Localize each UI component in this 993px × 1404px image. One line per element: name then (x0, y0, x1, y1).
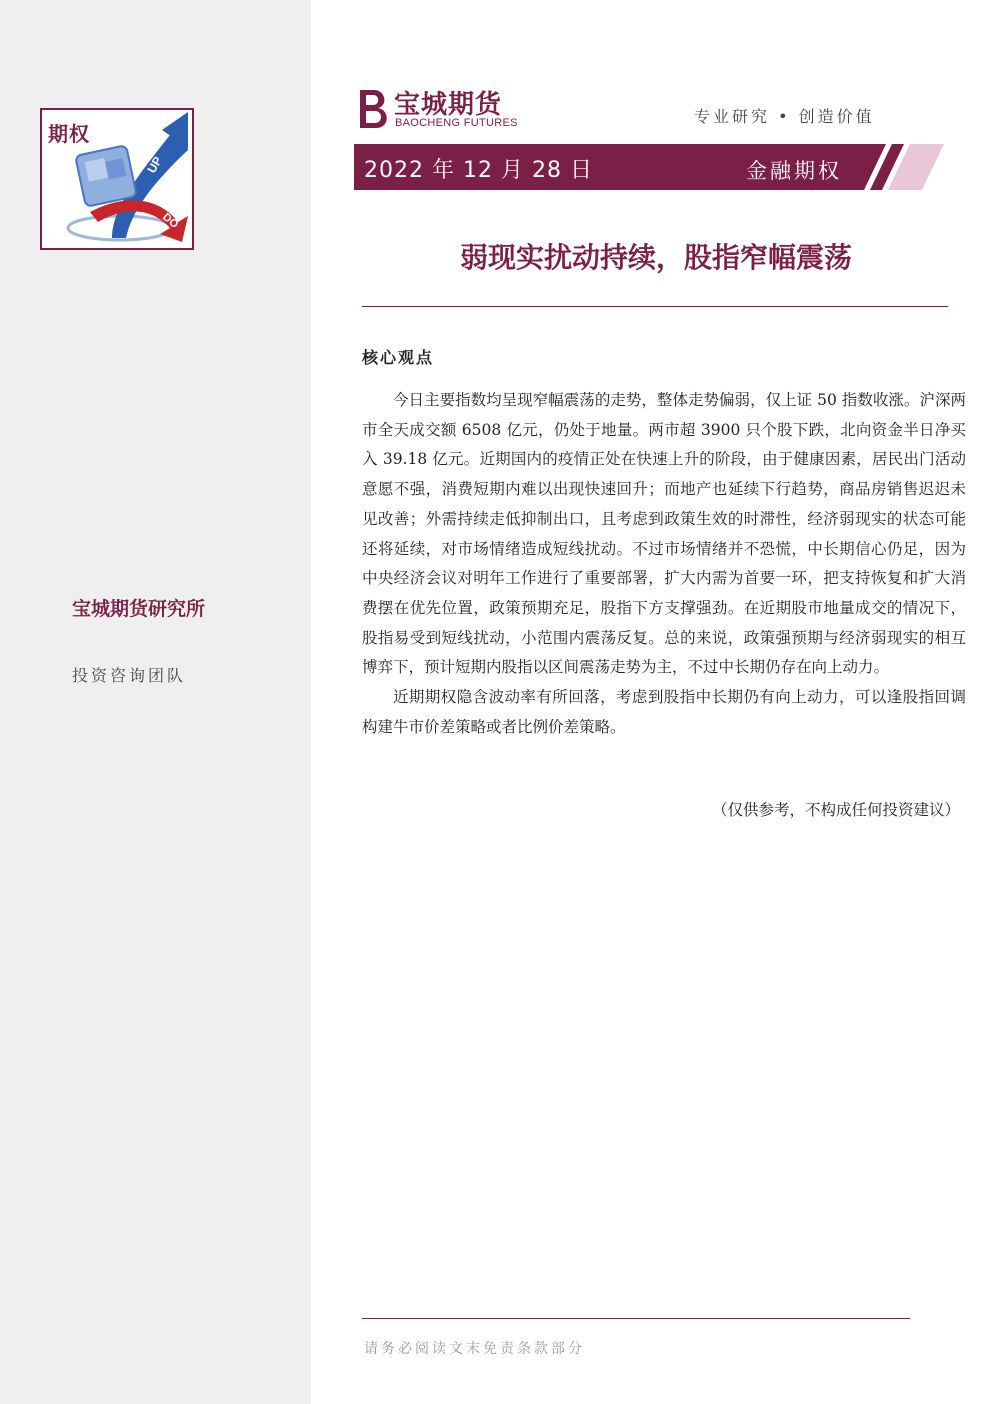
report-headline: 弱现实扰动持续，股指窄幅震荡 (459, 241, 852, 274)
slogan: 专业研究 • 创造价值 (694, 107, 875, 126)
title-divider (362, 306, 948, 307)
logo-b-icon (356, 86, 392, 132)
logo-name-cn: 宝城期货 (394, 90, 503, 120)
footer-divider (362, 1318, 910, 1319)
footer-notice: 请务必阅读文末免责条款部分 (364, 1341, 585, 1357)
team-name: 投资咨询团队 (72, 666, 187, 685)
badge-label: 期权 (48, 122, 90, 146)
section-title: 核心观点 (362, 348, 435, 367)
report-category: 金融期权 (746, 159, 842, 183)
logo-name-en: BAOCHENG FUTURES (395, 117, 518, 129)
sidebar (0, 0, 311, 1404)
report-date: 2022 年 12 月 28 日 (364, 158, 593, 183)
disclaimer: （仅供参考，不构成任何投资建议） (711, 801, 960, 819)
institute-name: 宝城期货研究所 (72, 598, 206, 620)
report-body (362, 386, 966, 742)
date-banner (354, 144, 944, 190)
options-badge (40, 108, 194, 250)
arrow-down-text: DO (160, 211, 181, 231)
body-paragraph: 今日主要指数均呈现窄幅震荡的走势，整体走势偏弱，仅上证 50 指数收涨。沪深两市全天成交额 6508 亿元，仍处于地量。两市超 3900 只个股下跌，北向资金半日净买入 39.18 亿元。近期国内的疫情正处在快速上升的阶段，由于健康因素，居民出门活动意愿不强，消费短期内难以出现快速回升；而地产也延续下行趋势，商品房销售迟迟未见改善；外需持续走低抑制出口，且考虑到政策生效的时滞性，经济弱现实的状态可能还将延续，对市场情绪造成短线扰动。不过市场情绪并不恐慌，中长期信心仍足，因为中央经济会议对明年工作进行了重要部署，扩大内需为首要一环，把支持恢复和扩大消费摆在优先位置，政策预期充足，股指下方支撑强劲。在近期股市地量成交的情况下，股指易受到短线扰动，小范围内震荡反复。总的来说，政策强预期与经济弱现实的相互博弈下，预计短期内股指以区间震荡走势为主，不过中长期仍存在向上动力。 (362, 391, 966, 677)
company-logo (356, 86, 526, 132)
arrow-up-text: UP (144, 154, 165, 176)
body-paragraph: 近期期权隐含波动率有所回落，考虑到股指中长期仍有向上动力，可以逢股指回调构建牛市价差策略或者比例价差策略。 (362, 688, 966, 736)
